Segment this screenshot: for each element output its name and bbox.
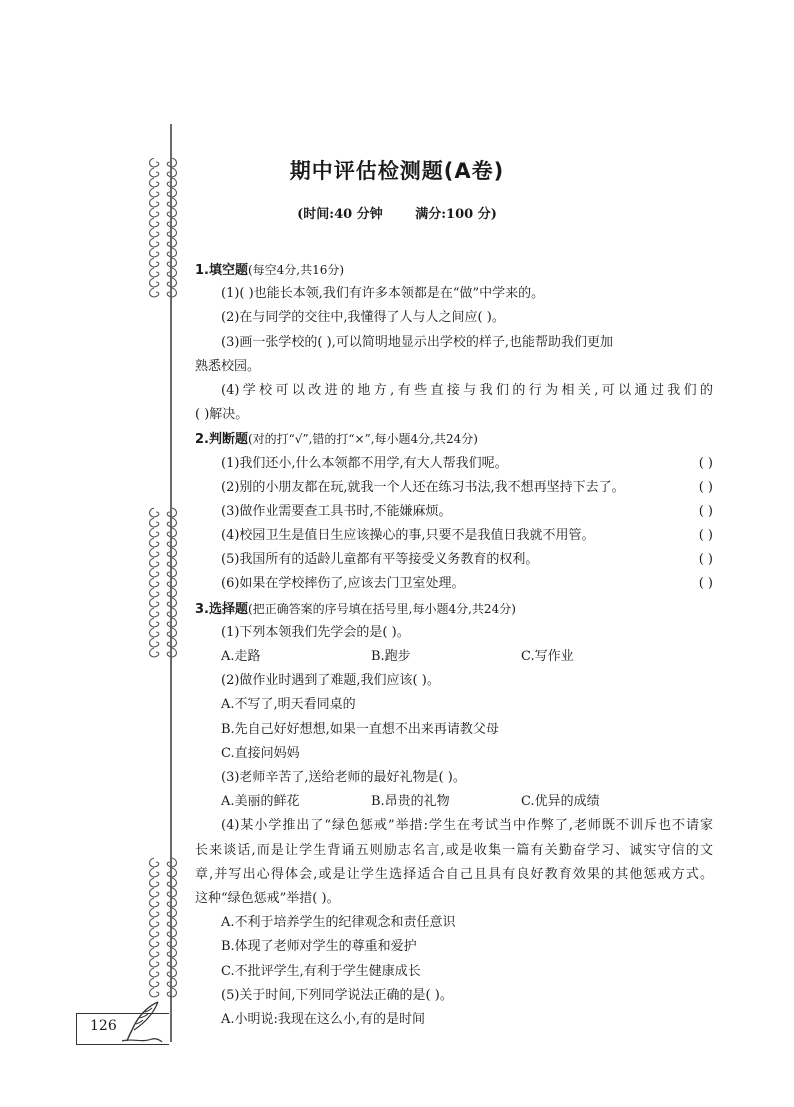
time-limit: (时间:40 分钟 xyxy=(297,207,383,222)
choice-stem: (4)某小学推出了“绿色惩戒”举措:学生在考试当中作弊了,老师既不训斥也不请家 xyxy=(221,818,713,834)
page-title: 期中评估检测题(A卷) xyxy=(289,159,505,183)
option-b: B.跑步 xyxy=(371,649,411,665)
question-item: (1)( )也能长本领,我们有许多本领都是在“做”中学来的。 xyxy=(221,286,545,302)
judge-item: (3)做作业需要查工具书时,不能嫌麻烦。 ( ) xyxy=(195,500,713,524)
margin-decoration xyxy=(148,158,178,1038)
answer-paren: ( ) xyxy=(698,528,713,544)
judge-item: (5)我国所有的适龄儿童都有平等接受义务教育的权利。 ( ) xyxy=(195,548,713,572)
choice-stem-continued: 长来谈话,而是让学生背诵五则励志名言,或是收集一篇有关勤奋学习、诚实守信的文 xyxy=(195,842,713,858)
section-heading: 2.判断题(对的打“√”,错的打“×”,每小题4分,共24分) xyxy=(195,432,478,448)
option-b: B.昂贵的礼物 xyxy=(371,794,450,810)
choice-options xyxy=(195,790,713,814)
option-a: A.走路 xyxy=(221,649,261,665)
question-item: (2)在与同学的交往中,我懂得了人与人之间应( )。 xyxy=(221,310,505,326)
option-c: C.直接问妈妈 xyxy=(221,745,300,761)
answer-paren: ( ) xyxy=(698,503,713,519)
section-heading: 3.选择题(把正确答案的序号填在括号里,每小题4分,共24分) xyxy=(195,601,516,617)
deco-bottom xyxy=(150,858,177,997)
answer-paren: ( ) xyxy=(698,576,713,592)
option-b: B.先自己好好想想,如果一直想不出来再请教父母 xyxy=(221,721,499,737)
question-item-continued: 熟悉校园。 xyxy=(195,358,261,374)
judge-item: (1)我们还小,什么本领都不用学,有大人帮我们呢。 ( ) xyxy=(195,452,713,476)
page-number: 126 xyxy=(90,1018,117,1034)
full-score: 满分:100 分) xyxy=(415,207,497,222)
exam-content xyxy=(195,258,713,1032)
deco-middle xyxy=(150,508,177,657)
answer-paren: ( ) xyxy=(698,455,713,471)
option-c: C.优异的成绩 xyxy=(521,794,600,810)
choice-stem: (2)做作业时遇到了难题,我们应该( )。 xyxy=(221,673,440,689)
choice-stem: (1)下列本领我们先学会的是( )。 xyxy=(221,624,410,640)
question-item: (4)学校可以改进的地方,有些直接与我们的行为相关,可以通过我们的 xyxy=(221,382,713,398)
judge-item: (6)如果在学校摔伤了,应该去门卫室处理。 ( ) xyxy=(195,572,713,596)
option-a: A.不写了,明天看同桌的 xyxy=(221,697,356,713)
choice-stem: (5)关于时间,下列同学说法正确的是( )。 xyxy=(221,987,453,1003)
question-item-continued: ( )解决。 xyxy=(195,407,249,423)
option-a: A.不利于培养学生的纪律观念和责任意识 xyxy=(221,915,456,931)
choice-options xyxy=(195,645,713,669)
option-a: A.小明说:我现在这么小,有的是时间 xyxy=(221,1011,426,1027)
choice-stem-continued: 章,并写出心得体会,或是让学生选择适合自己且具有良好教育效果的其他惩戒方式。 xyxy=(195,866,713,882)
question-item: (3)画一张学校的( ),可以简明地显示出学校的样子,也能帮助我们更加 xyxy=(221,334,613,350)
answer-paren: ( ) xyxy=(698,479,713,495)
answer-paren: ( ) xyxy=(698,552,713,568)
option-c: C.写作业 xyxy=(521,649,574,665)
exam-info xyxy=(0,203,794,222)
option-b: B.体现了老师对学生的尊重和爱护 xyxy=(221,939,417,955)
judge-item: (2)别的小朋友都在玩,就我一个人还在练习书法,我不想再坚持下去了。 ( ) xyxy=(195,476,713,500)
section-heading: 1.填空题(每空4分,共16分) xyxy=(195,263,345,278)
option-a: A.美丽的鲜花 xyxy=(221,794,300,810)
option-c: C.不批评学生,有利于学生健康成长 xyxy=(221,963,421,979)
choice-stem-continued: 这种“绿色惩戒”举措( )。 xyxy=(195,890,340,906)
choice-stem: (3)老师辛苦了,送给老师的最好礼物是( )。 xyxy=(221,769,466,785)
judge-item: (4)校园卫生是值日生应该操心的事,只要不是我值日我就不用管。 ( ) xyxy=(195,524,713,548)
quill-pen-icon xyxy=(118,1000,166,1044)
